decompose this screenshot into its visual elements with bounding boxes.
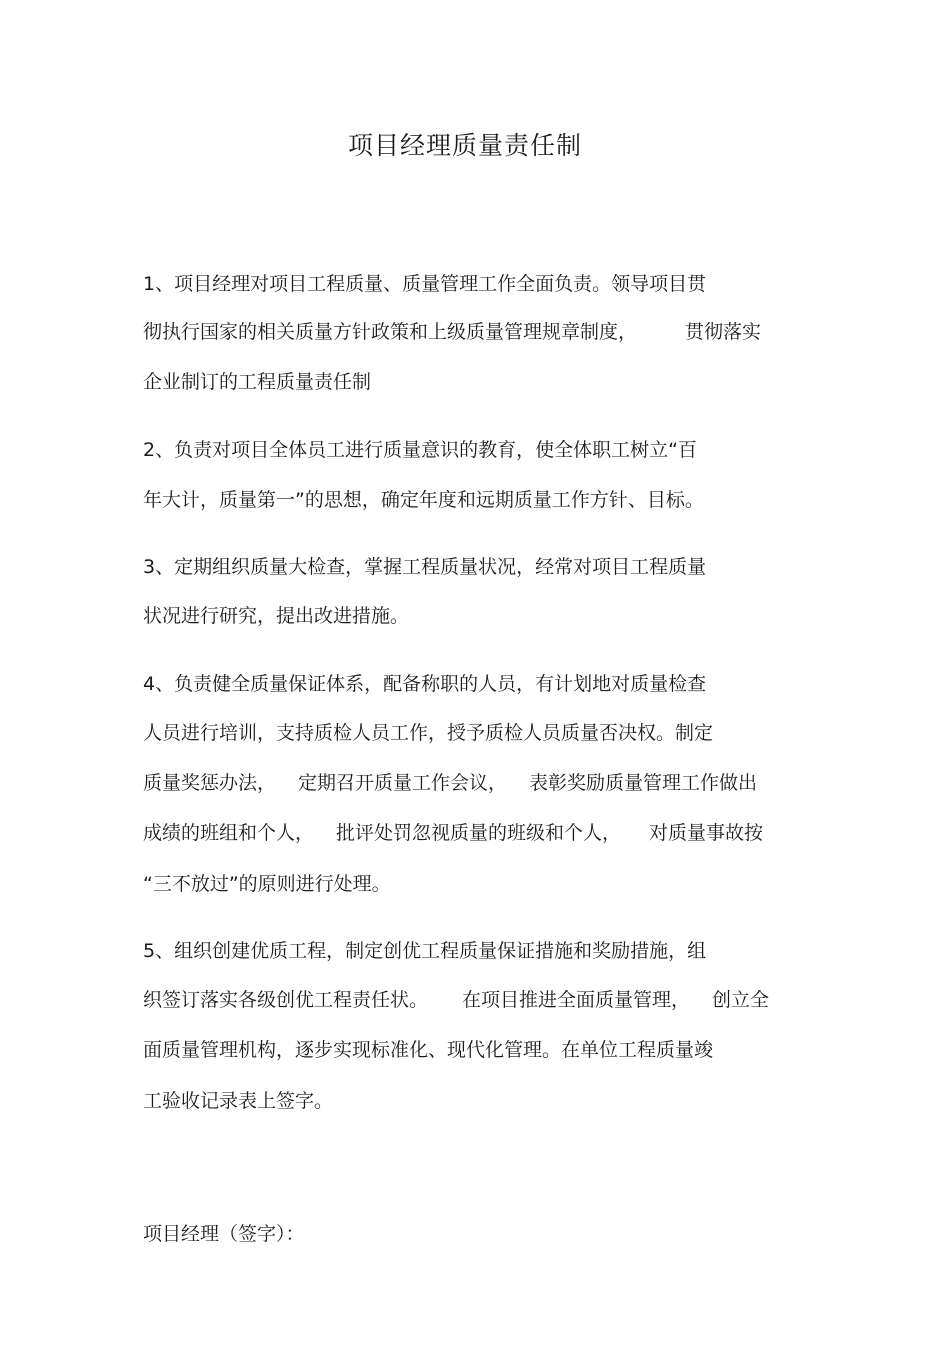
paragraph-3-line-2 (143, 602, 409, 630)
text-segment: 2、负责对项目全体员工进行质量意识的教育，使全体职工树立“百 (143, 439, 697, 461)
text-segment: 4、负责健全质量保证体系，配备称职的人员，有计划地对质量检查 (143, 673, 707, 695)
text-segment: 成绩的班组和个人， (143, 822, 315, 844)
text-segment: 彻执行国家的相关质量方针政策和上级质量管理规章制度， (143, 321, 638, 343)
paragraph-5-line-1 (143, 937, 706, 965)
text-segment: 项目经理（签字）： (143, 1223, 305, 1245)
text-segment: 面质量管理机构，逐步实现标准化、现代化管理。在单位工程质量竣 (143, 1039, 714, 1061)
paragraph-4-line-1 (143, 670, 706, 698)
paragraph-4-line-5 (143, 870, 391, 898)
text-segment: 1、项目经理对项目工程质量、质量管理工作全面负责。领导项目贯 (143, 273, 707, 295)
text-segment: 工验收记录表上签字。 (143, 1090, 334, 1112)
paragraph-4-line-3 (143, 769, 757, 797)
text-segment: 批评处罚忽视质量的班级和个人， (336, 822, 622, 844)
signature-label (143, 1220, 305, 1248)
text-segment: 创立全 (712, 989, 770, 1011)
text-segment: “三不放过”的原则进行处理。 (143, 873, 391, 895)
paragraph-4-line-4 (143, 819, 763, 847)
paragraph-1-line-2 (143, 318, 761, 346)
paragraph-3-line-1 (143, 553, 706, 581)
text-segment: 年大计，质量第一”的思想，确定年度和远期质量工作方针、目标。 (143, 489, 704, 511)
text-segment: 5、组织创建优质工程，制定创优工程质量保证措施和奖励措施，组 (143, 940, 707, 962)
text-segment: 表彰奖励质量管理工作做出 (529, 772, 758, 794)
text-segment: 织签订落实各级创优工程责任状。 (143, 989, 429, 1011)
paragraph-1-line-1 (143, 270, 706, 298)
paragraph-5-line-3 (143, 1036, 713, 1064)
text-segment: 定期召开质量工作会议， (298, 772, 508, 794)
text-segment: 人员进行培训，支持质检人员工作，授予质检人员质量否决权。制定 (143, 722, 714, 744)
paragraph-4-line-2 (143, 719, 713, 747)
paragraph-2-line-1 (143, 436, 697, 464)
page-title: 项目经理质量责任制 (347, 131, 582, 160)
paragraph-2-line-2 (143, 486, 704, 514)
paragraph-5-line-4 (143, 1087, 333, 1115)
text-segment: 状况进行研究，提出改进措施。 (143, 605, 410, 627)
text-segment: 在项目推进全面质量管理， (462, 989, 691, 1011)
text-segment: 对质量事故按 (649, 822, 764, 844)
text-segment: 企业制订的工程质量责任制 (143, 371, 372, 393)
text-segment: 3、定期组织质量大检查，掌握工程质量状况，经常对项目工程质量 (143, 556, 707, 578)
paragraph-5-line-2 (143, 986, 769, 1014)
text-segment: 质量奖惩办法， (143, 772, 277, 794)
text-segment: 贯彻落实 (685, 321, 762, 343)
paragraph-1-line-3 (143, 368, 371, 396)
